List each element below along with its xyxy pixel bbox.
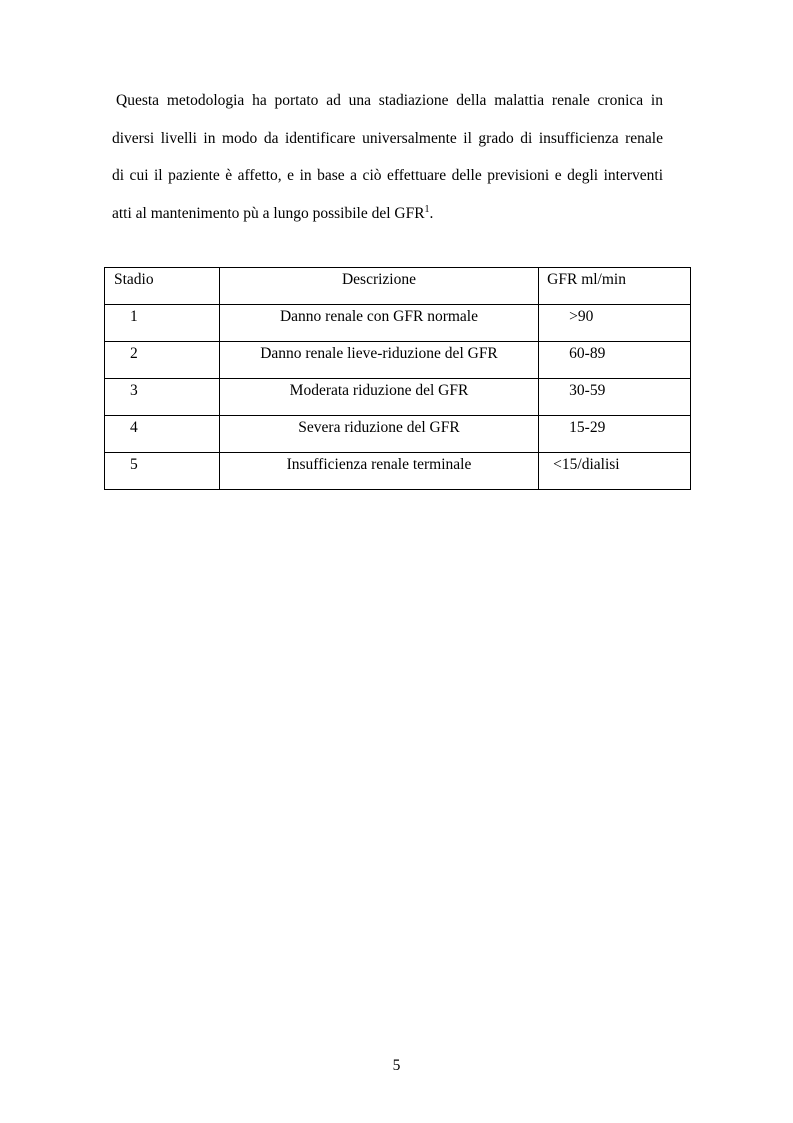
table-row xyxy=(105,342,691,379)
cell-description: Severa riduzione del GFR xyxy=(219,416,538,453)
paragraph-line xyxy=(112,195,663,233)
cell-gfr: 15-29 xyxy=(539,416,691,453)
end-punctuation: . xyxy=(429,204,434,222)
cell-stage: 5 xyxy=(105,453,220,490)
table-row xyxy=(105,416,691,453)
table-row xyxy=(105,453,691,490)
page-number: 5 xyxy=(392,1057,401,1074)
cell-description: Danno renale con GFR normale xyxy=(219,305,538,342)
header-gfr: GFR ml/min xyxy=(539,268,691,305)
cell-stage: 2 xyxy=(105,342,220,379)
paragraph-line: di cui il paziente è affetto, e in base a ciò effettuare delle previsioni e degli interventi xyxy=(112,167,663,184)
table-row xyxy=(105,379,691,416)
cell-gfr: <15/dialisi xyxy=(539,453,691,490)
ckd-stages-table xyxy=(104,267,691,490)
footnote-reference[interactable]: 1 xyxy=(424,203,430,215)
table-row xyxy=(105,305,691,342)
paragraph-line-text: Questa metodologia ha portato ad una stadiazione della malattia renale cronica in xyxy=(116,92,663,109)
paragraph-line-text: atti al mantenimento pù a lungo possibile del GFR xyxy=(112,204,425,222)
header-description: Descrizione xyxy=(219,268,538,305)
cell-gfr: 60-89 xyxy=(539,342,691,379)
paragraph-line xyxy=(112,82,663,120)
cell-stage: 1 xyxy=(105,305,220,342)
cell-description: Insufficienza renale terminale xyxy=(219,453,538,490)
body-paragraph xyxy=(112,82,663,232)
cell-description: Danno renale lieve-riduzione del GFR xyxy=(219,342,538,379)
paragraph-line: diversi livelli in modo da identificare universalmente il grado di insufficienza renale xyxy=(112,129,663,147)
table-header-row xyxy=(105,268,691,305)
cell-stage: 3 xyxy=(105,379,220,416)
header-stage: Stadio xyxy=(105,268,220,305)
cell-description: Moderata riduzione del GFR xyxy=(219,379,538,416)
cell-gfr: >90 xyxy=(539,305,691,342)
cell-gfr: 30-59 xyxy=(539,379,691,416)
cell-stage: 4 xyxy=(105,416,220,453)
